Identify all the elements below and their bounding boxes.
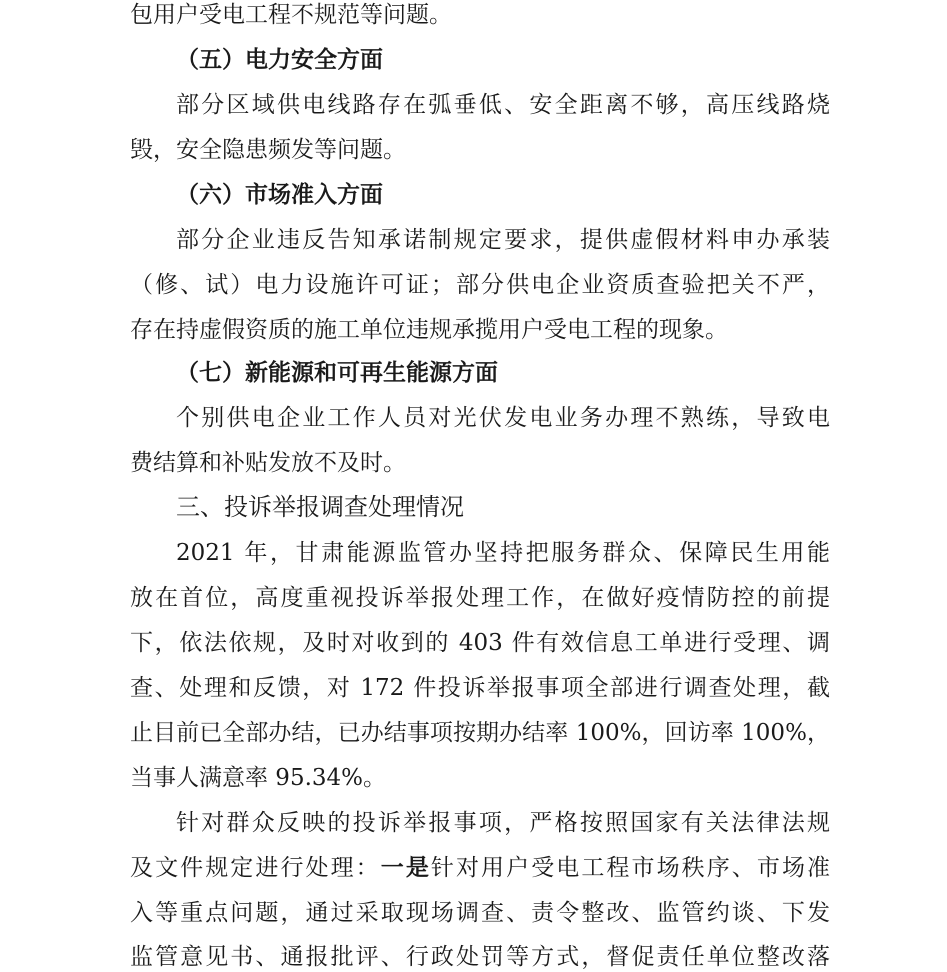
paragraph-line: 存在持虚假资质的施工单位违规承揽用户受电工程的现象。 — [130, 317, 728, 343]
heading-market-access: （六）市场准入方面 — [176, 182, 383, 208]
paragraph-line: 包用户受电工程不规范等问题。 — [130, 2, 452, 28]
section-title-complaints: 三、投诉举报调查处理情况 — [176, 493, 464, 521]
text-run: 针对用户受电工程市场秩序、市场准 — [430, 855, 831, 881]
paragraph-line: 针对群众反映的投诉举报事项，严格按照国家有关法律法规 — [176, 810, 830, 836]
paragraph-line: 当事人满意率 95.34%。 — [130, 765, 387, 791]
paragraph-line: 止目前已全部办结，已办结事项按期办结率 100%，回访率 100%， — [130, 720, 830, 746]
emphasis-first: 一是 — [380, 855, 431, 881]
paragraph-line: 毁，安全隐患频发等问题。 — [130, 137, 406, 163]
paragraph-line: 入等重点问题，通过采取现场调查、责令整改、监管约谈、下发 — [130, 900, 830, 926]
paragraph-line-mixed — [130, 853, 830, 883]
paragraph-line: 费结算和补贴发放不及时。 — [130, 450, 406, 476]
text-run: 及文件规定进行处理： — [130, 855, 381, 881]
paragraph-line: 监管意见书、通报批评、行政处罚等方式，督促责任单位整改落 — [130, 944, 830, 970]
heading-new-energy: （七）新能源和可再生能源方面 — [176, 360, 498, 386]
paragraph-line: 部分区域供电线路存在弧垂低、安全距离不够，高压线路烧 — [176, 92, 830, 118]
paragraph-line: 部分企业违反告知承诺制规定要求，提供虚假材料申办承装 — [176, 227, 830, 253]
paragraph-line: 放在首位，高度重视投诉举报处理工作，在做好疫情防控的前提 — [130, 585, 830, 611]
paragraph-line: （修、试）电力设施许可证；部分供电企业资质查验把关不严， — [130, 272, 830, 298]
paragraph-line: 查、处理和反馈，对 172 件投诉举报事项全部进行调查处理，截 — [130, 675, 830, 701]
heading-electric-safety: （五）电力安全方面 — [176, 47, 383, 73]
paragraph-line: 个别供电企业工作人员对光伏发电业务办理不熟练，导致电 — [176, 405, 830, 431]
paragraph-line: 2021 年，甘肃能源监管办坚持把服务群众、保障民生用能 — [176, 540, 830, 566]
paragraph-line: 下，依法依规，及时对收到的 403 件有效信息工单进行受理、调 — [130, 630, 830, 656]
